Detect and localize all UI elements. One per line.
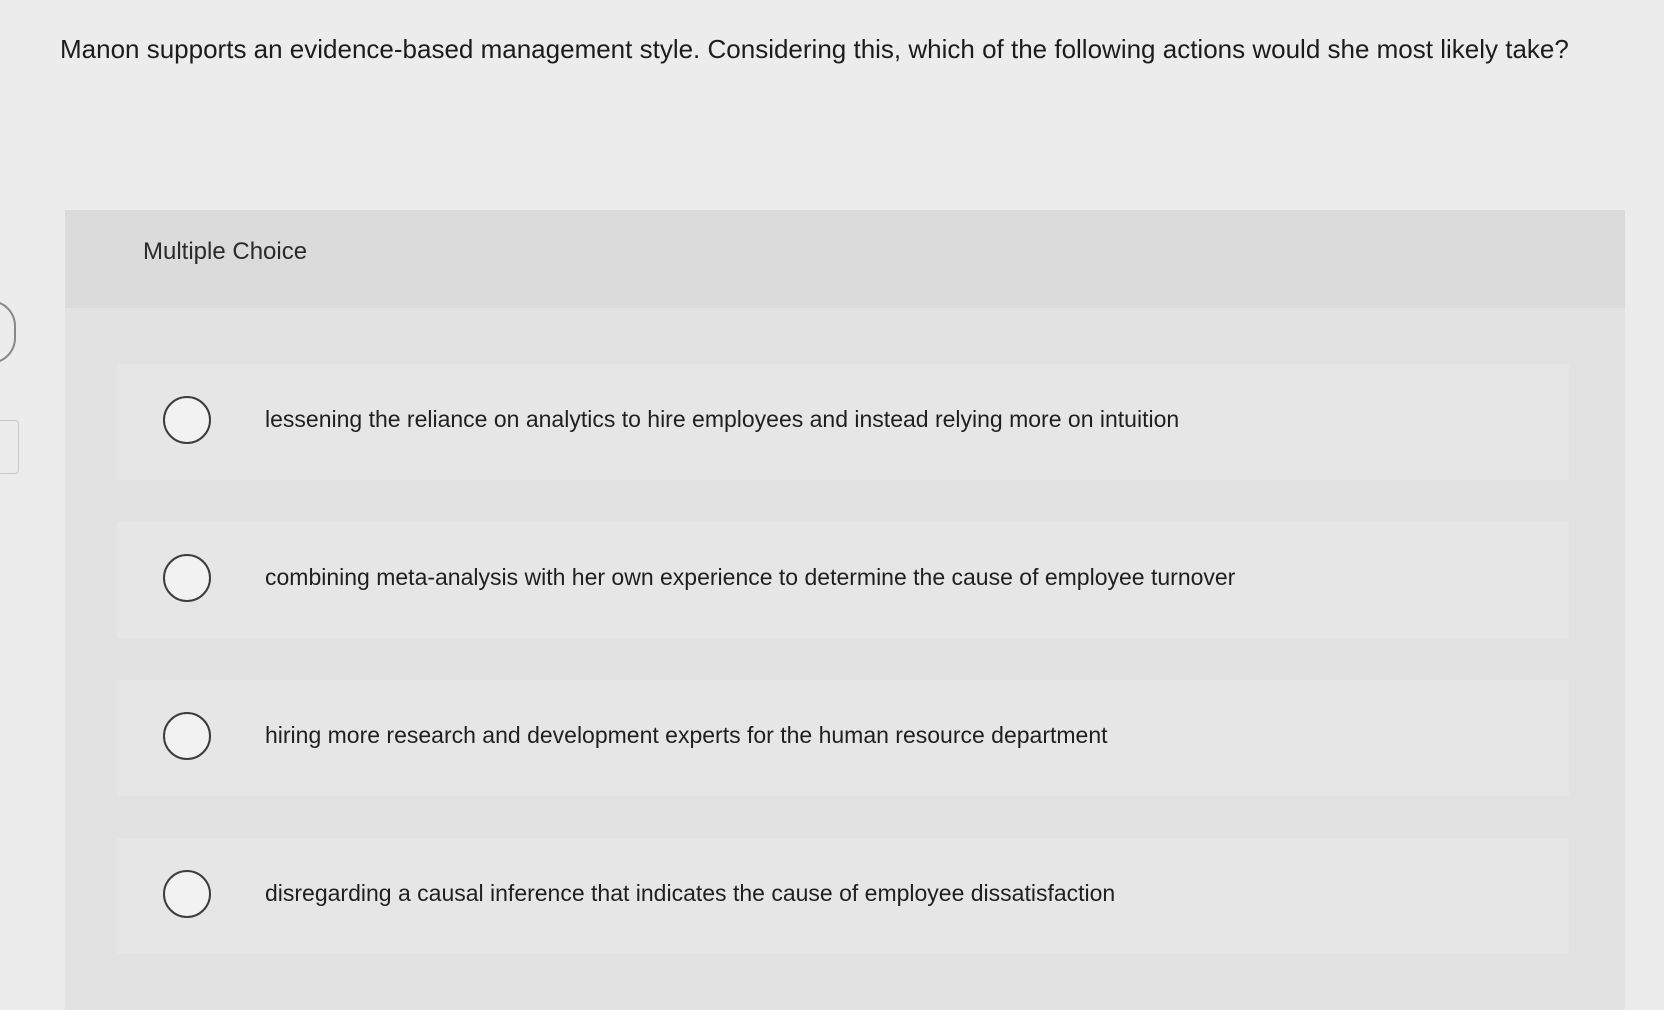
question-type-label: Multiple Choice xyxy=(143,238,308,265)
answer-option-1[interactable] xyxy=(117,364,1569,480)
answer-option-label: disregarding a causal inference that indicates the cause of employee dissatisfaction xyxy=(265,880,1116,906)
answer-option-label: lessening the reliance on analytics to hire employees and instead relying more on intuition xyxy=(265,406,1180,432)
panel-header xyxy=(65,210,1625,308)
radio-button-option-2[interactable] xyxy=(163,554,211,602)
answer-option-3[interactable] xyxy=(117,680,1569,796)
answer-option-label: combining meta-analysis with her own experience to determine the cause of employee turnover xyxy=(265,564,1236,590)
answer-option-label: hiring more research and development experts for the human resource department xyxy=(265,722,1108,748)
multiple-choice-panel xyxy=(65,210,1625,1010)
answer-option-2[interactable] xyxy=(117,522,1569,638)
partial-side-control[interactable] xyxy=(0,300,16,364)
radio-button-option-4[interactable] xyxy=(163,870,211,918)
partial-side-box xyxy=(0,420,19,474)
radio-button-option-3[interactable] xyxy=(163,712,211,760)
question-text: Manon supports an evidence-based management style. Considering this, which of the following actions would she most likely take? xyxy=(60,34,1569,64)
answer-options xyxy=(117,364,1569,996)
radio-button-option-1[interactable] xyxy=(163,396,211,444)
answer-option-4[interactable] xyxy=(117,838,1569,954)
